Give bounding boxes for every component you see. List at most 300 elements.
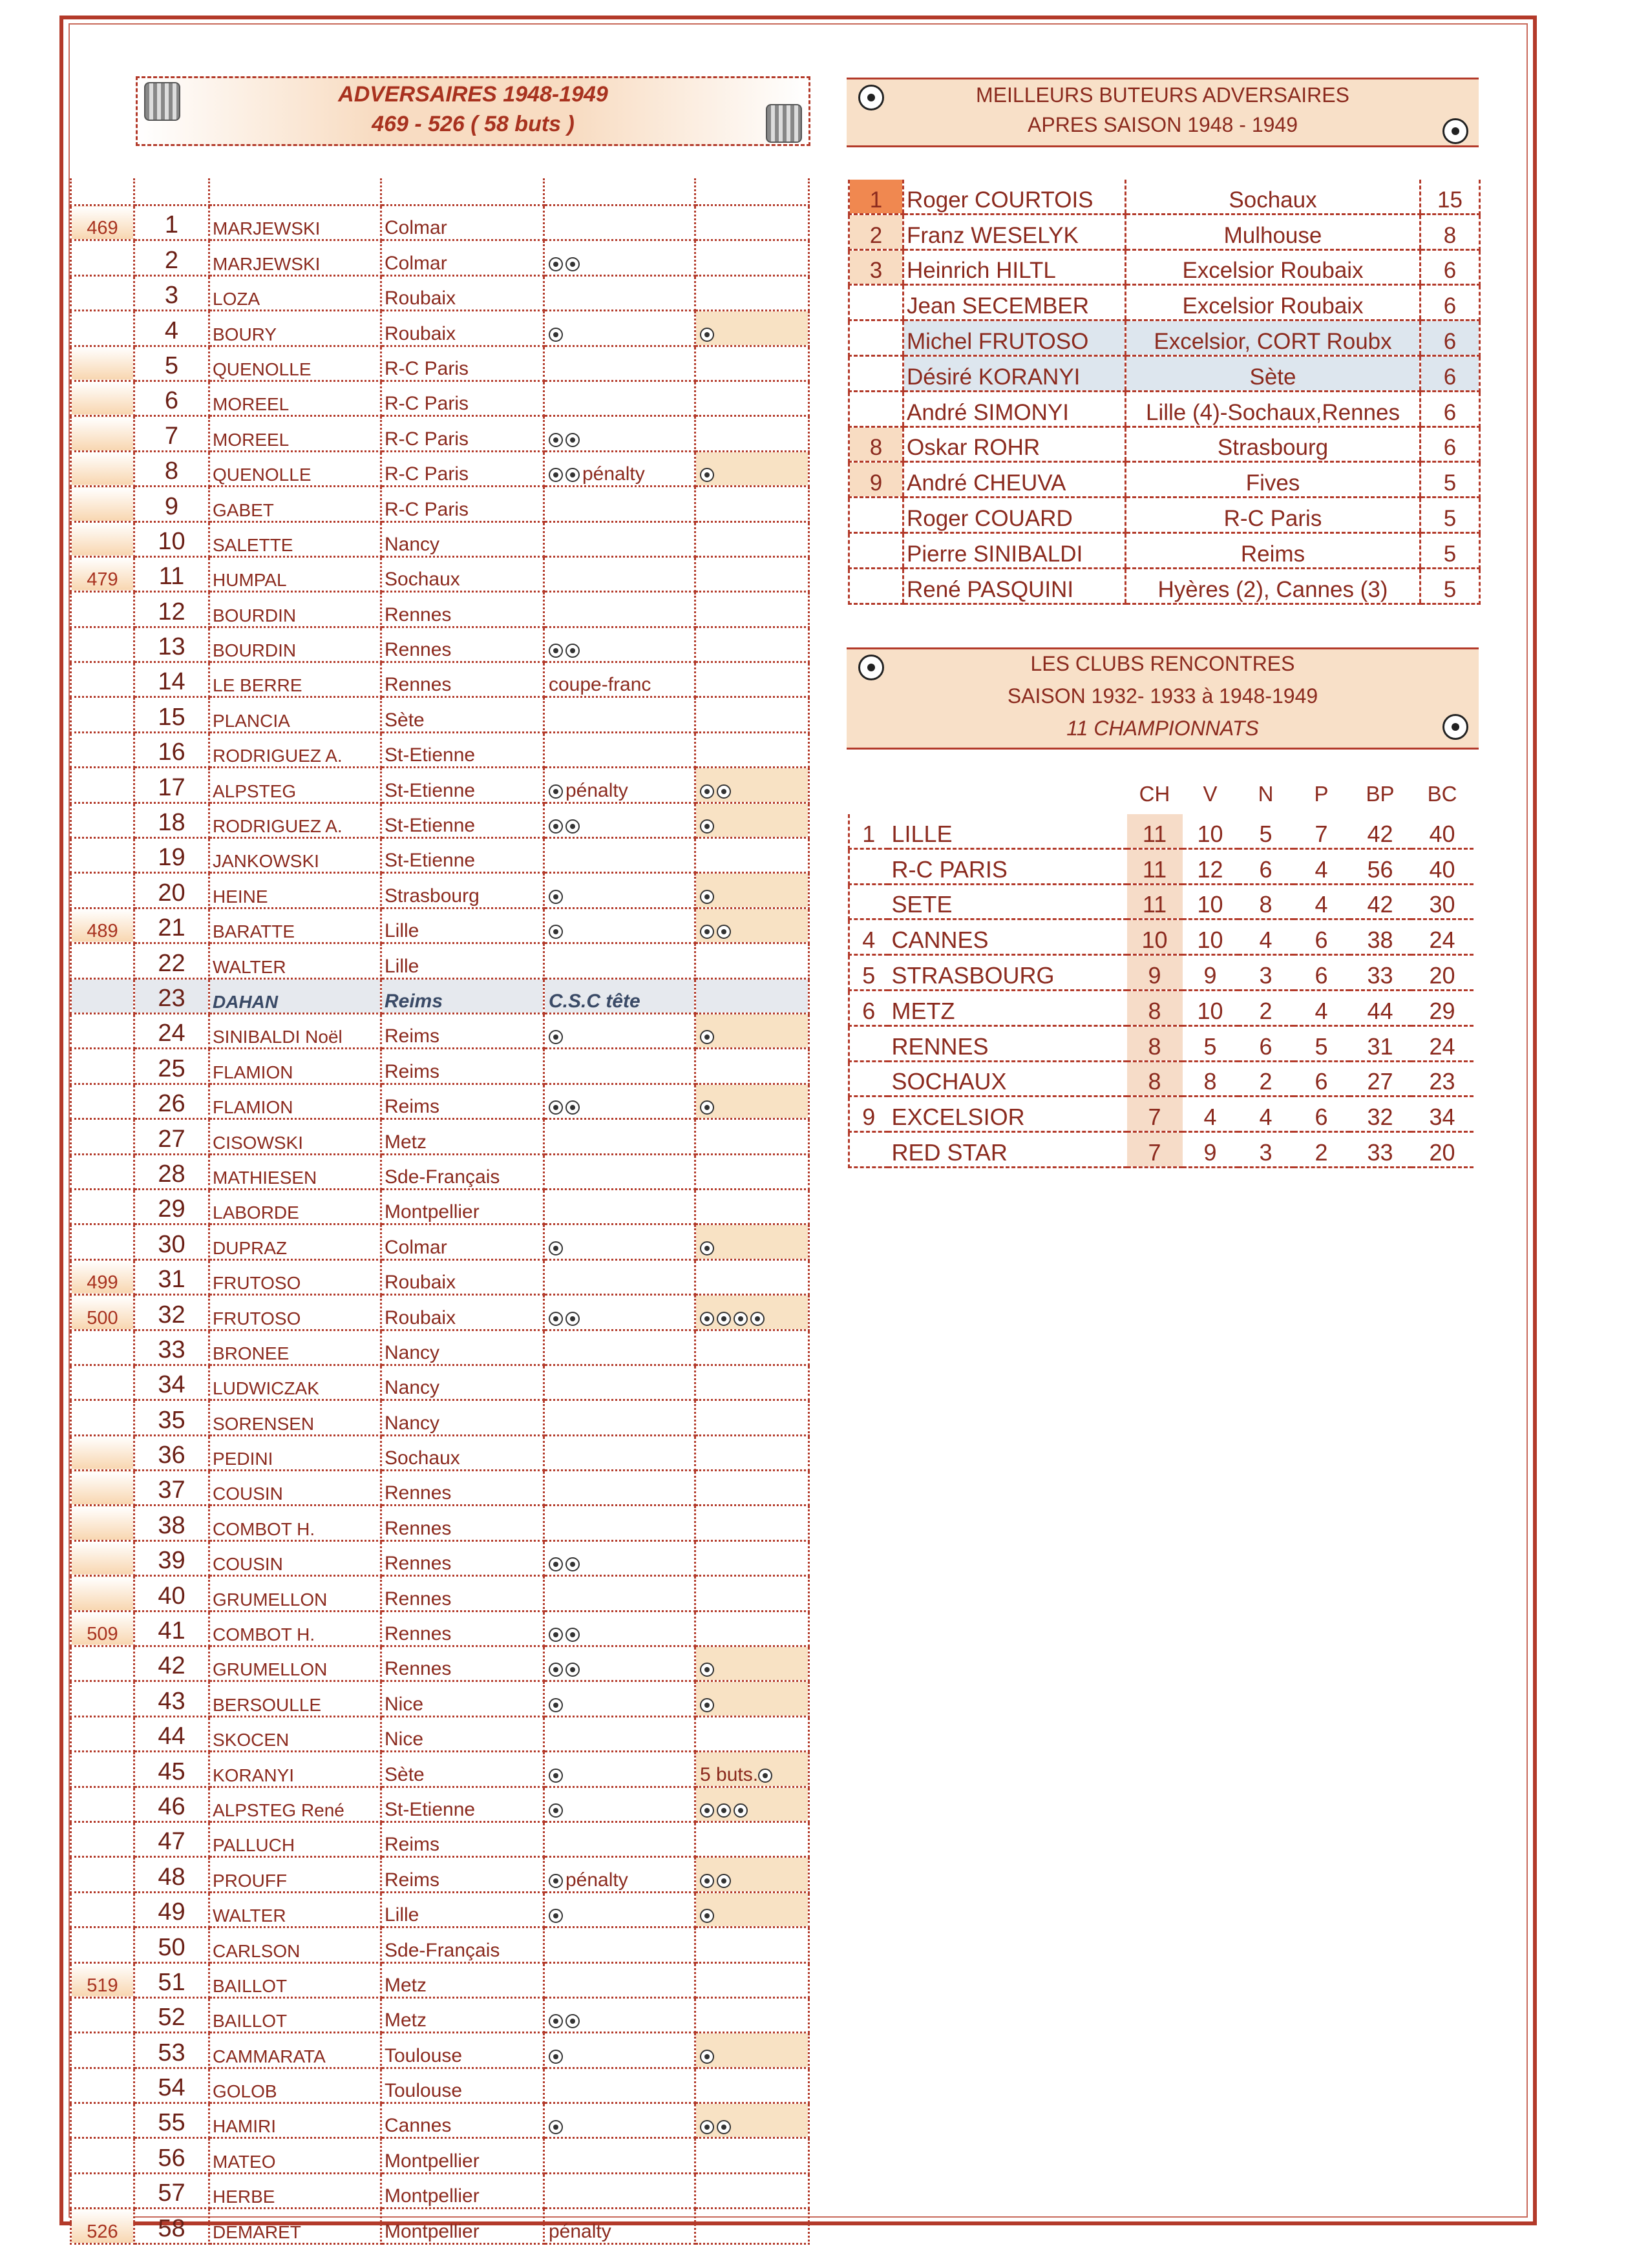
goal-detail xyxy=(544,275,695,310)
football-icon xyxy=(717,1874,731,1888)
table-row xyxy=(849,462,1480,498)
club-rank xyxy=(849,884,888,919)
season-goals xyxy=(695,1927,809,1962)
scorer-name: GABET xyxy=(209,487,381,521)
goal-detail xyxy=(544,1400,695,1435)
cumulative-goal xyxy=(71,1084,134,1118)
season-goals xyxy=(695,978,809,1013)
goal-number: 8 xyxy=(134,451,209,486)
football-icon xyxy=(717,784,731,799)
table-row xyxy=(71,1822,809,1856)
season-goals xyxy=(695,1365,809,1400)
season-goals xyxy=(695,1962,809,1997)
season-goals xyxy=(695,1997,809,2032)
cumulative-goal: 489 xyxy=(71,908,134,943)
football-icon xyxy=(717,925,731,939)
season-goals xyxy=(695,1119,809,1154)
goal-number: 55 xyxy=(134,2103,209,2138)
football-icon xyxy=(700,1030,714,1044)
scorer-name: ALPSTEG xyxy=(209,768,381,803)
goal-detail: C.S.C tête xyxy=(544,978,695,1013)
cumulative-goal xyxy=(71,1822,134,1856)
season-goals xyxy=(695,2103,809,2138)
scorer-name: HUMPAL xyxy=(209,556,381,591)
cumulative-goal xyxy=(71,2173,134,2208)
scorer-goals: 6 xyxy=(1421,426,1480,462)
football-icon xyxy=(700,1803,714,1818)
season-goals xyxy=(695,240,809,275)
scorer-club: Rennes xyxy=(381,1646,544,1681)
season-goals xyxy=(695,1471,809,1506)
scorer-name: HERBE xyxy=(209,2173,381,2208)
goal-number: 34 xyxy=(134,1365,209,1400)
scorer-name: GRUMELLON xyxy=(209,1576,381,1611)
season-goals xyxy=(695,1611,809,1646)
season-goals xyxy=(695,205,809,240)
club-v: 12 xyxy=(1183,848,1238,884)
scorer-goals: 5 xyxy=(1421,568,1480,604)
table-row xyxy=(71,2068,809,2103)
football-icon xyxy=(700,2050,714,2064)
scorer-club: Montpellier xyxy=(381,2209,544,2243)
scorers-title: MEILLEURS BUTEURS ADVERSAIRES xyxy=(976,83,1349,107)
scorer-name: FLAMION xyxy=(209,1084,381,1118)
scorer-name: SORENSEN xyxy=(209,1400,381,1435)
season-goals xyxy=(695,1716,809,1751)
table-row xyxy=(71,1224,809,1259)
goal-detail xyxy=(544,1787,695,1822)
scorer-club: R-C Paris xyxy=(381,381,544,415)
table-row xyxy=(71,943,809,978)
column-header: P xyxy=(1314,782,1329,806)
table-row xyxy=(71,416,809,451)
football-icon xyxy=(700,1909,714,1923)
football-icon xyxy=(700,328,714,342)
scorer-name: FRUTOSO xyxy=(209,1295,381,1330)
goal-detail xyxy=(544,1084,695,1118)
football-icon xyxy=(549,1628,563,1642)
goal-detail xyxy=(544,240,695,275)
cumulative-goal xyxy=(71,1857,134,1892)
scorer-rank xyxy=(849,391,903,426)
football-icon xyxy=(549,644,563,658)
cumulative-goal xyxy=(71,487,134,521)
cumulative-goal xyxy=(71,2068,134,2103)
football-icon xyxy=(549,1698,563,1712)
season-goals xyxy=(695,416,809,451)
club-p: 6 xyxy=(1294,1061,1349,1097)
goal-detail xyxy=(544,1471,695,1506)
season-goals xyxy=(695,451,809,486)
season-goals xyxy=(695,1295,809,1330)
scorer-name: BOURDIN xyxy=(209,592,381,627)
cumulative-goal: 509 xyxy=(71,1611,134,1646)
scorer-club: St-Etienne xyxy=(381,803,544,837)
table-row xyxy=(849,391,1480,426)
scorer-name: André CHEUVA xyxy=(903,462,1126,498)
goal-detail xyxy=(544,592,695,627)
season-goals xyxy=(695,1681,809,1716)
football-icon xyxy=(549,328,563,342)
season-goals xyxy=(695,1435,809,1470)
table-row xyxy=(849,919,1474,955)
scorer-club: Rennes xyxy=(381,1506,544,1540)
season-goals xyxy=(695,1189,809,1224)
adversaires-header xyxy=(136,76,810,146)
scorer-name: BARATTE xyxy=(209,908,381,943)
football-icon xyxy=(549,1030,563,1044)
cumulative-goal xyxy=(71,1400,134,1435)
table-row xyxy=(849,249,1480,285)
scorer-name: RODRIGUEZ A. xyxy=(209,803,381,837)
scorer-rank xyxy=(849,532,903,568)
scorer-club: Sochaux xyxy=(381,556,544,591)
club-p: 4 xyxy=(1294,848,1349,884)
season-goals xyxy=(695,1224,809,1259)
season-goals xyxy=(695,662,809,697)
top-rule xyxy=(944,16,1008,19)
scorer-name: SINIBALDI Noël xyxy=(209,1013,381,1048)
table-row xyxy=(71,205,809,240)
scorer-club: Strasbourg xyxy=(381,873,544,908)
scorer-rank xyxy=(849,568,903,604)
cumulative-goal xyxy=(71,1540,134,1575)
goal-number: 22 xyxy=(134,943,209,978)
club-p: 7 xyxy=(1294,814,1349,848)
table-row xyxy=(849,285,1480,320)
football-icon xyxy=(565,644,580,658)
scorer-name: LABORDE xyxy=(209,1189,381,1224)
scorer-name: André SIMONYI xyxy=(903,391,1126,426)
club-championships: 8 xyxy=(1127,1025,1183,1061)
club-p: 6 xyxy=(1294,955,1349,991)
goal-detail xyxy=(544,697,695,732)
club-championships: 11 xyxy=(1127,884,1183,919)
scorer-name: BAILLOT xyxy=(209,1997,381,2032)
scorer-name: MOREEL xyxy=(209,416,381,451)
season-goals xyxy=(695,592,809,627)
scorer-name: PLANCIA xyxy=(209,697,381,732)
table-row xyxy=(849,355,1480,391)
scorer-club: Metz xyxy=(381,1119,544,1154)
goal-detail xyxy=(544,803,695,837)
season-goals xyxy=(695,1400,809,1435)
scorer-club: Colmar xyxy=(381,205,544,240)
goal-number: 28 xyxy=(134,1154,209,1189)
scorer-name: Franz WESELYK xyxy=(903,214,1126,249)
football-icon xyxy=(549,890,563,904)
table-row xyxy=(71,1857,809,1892)
cumulative-goal xyxy=(71,451,134,486)
club-p: 2 xyxy=(1294,1132,1349,1168)
cumulative-goal xyxy=(71,1752,134,1787)
goal-number: 16 xyxy=(134,732,209,767)
table-row xyxy=(71,592,809,627)
column-header: BC xyxy=(1427,782,1457,806)
goal-detail xyxy=(544,1822,695,1856)
scorer-goals: 8 xyxy=(1421,214,1480,249)
goal-number: 57 xyxy=(134,2173,209,2208)
goal-detail xyxy=(544,1892,695,1927)
club-bp: 32 xyxy=(1349,1097,1411,1132)
season-goals xyxy=(695,556,809,591)
scorer-club: Excelsior Roubaix xyxy=(1126,249,1421,285)
club-bc: 40 xyxy=(1411,848,1474,884)
table-row xyxy=(71,1471,809,1506)
cumulative-goal xyxy=(71,1997,134,2032)
club-v: 10 xyxy=(1183,990,1238,1025)
football-icon xyxy=(750,1312,765,1326)
scorer-club: Toulouse xyxy=(381,2033,544,2068)
scorer-club: Reims xyxy=(381,1013,544,1048)
football-icon xyxy=(565,257,580,271)
cumulative-goal xyxy=(71,521,134,556)
goal-detail xyxy=(544,2033,695,2068)
season-goals xyxy=(695,768,809,803)
table-row xyxy=(71,732,809,767)
cumulative-goal xyxy=(71,1224,134,1259)
table-row xyxy=(71,1997,809,2032)
adversaires-subtitle: 469 - 526 ( 58 buts ) xyxy=(372,112,575,136)
scorer-name: LUDWICZAK xyxy=(209,1365,381,1400)
scorer-club: Roubaix xyxy=(381,1295,544,1330)
goal-number: 17 xyxy=(134,768,209,803)
scorer-club: Nancy xyxy=(381,1365,544,1400)
club-bp: 42 xyxy=(1349,884,1411,919)
cumulative-goal xyxy=(71,240,134,275)
scorer-club: Montpellier xyxy=(381,2138,544,2173)
goal-detail xyxy=(544,1365,695,1400)
goal-detail xyxy=(544,1049,695,1084)
table-row xyxy=(71,1400,809,1435)
scorer-club: Reims xyxy=(381,1857,544,1892)
table-row xyxy=(849,848,1474,884)
table-row xyxy=(71,1892,809,1927)
goal-number: 13 xyxy=(134,627,209,662)
goal-number: 19 xyxy=(134,838,209,873)
scorer-club: Rennes xyxy=(381,1611,544,1646)
club-bc: 20 xyxy=(1411,955,1474,991)
table-row xyxy=(71,1752,809,1787)
scorer-rank xyxy=(849,498,903,533)
cumulative-goal: 499 xyxy=(71,1259,134,1294)
scorer-goals: 6 xyxy=(1421,285,1480,320)
goal-number: 31 xyxy=(134,1259,209,1294)
cumulative-goal xyxy=(71,2138,134,2173)
season-goals xyxy=(695,873,809,908)
scorer-name: COMBOT H. xyxy=(209,1611,381,1646)
football-icon xyxy=(758,1769,772,1783)
scorer-name: HEINE xyxy=(209,873,381,908)
scorer-goals: 6 xyxy=(1421,320,1480,356)
cumulative-goal: 500 xyxy=(71,1295,134,1330)
season-goals xyxy=(695,908,809,943)
club-n: 4 xyxy=(1238,919,1294,955)
table-row xyxy=(71,1506,809,1540)
goal-detail xyxy=(544,381,695,415)
scorer-club: Hyères (2), Cannes (3) xyxy=(1126,568,1421,604)
scorer-name: BRONEE xyxy=(209,1330,381,1365)
football-icon xyxy=(549,925,563,939)
football-icon xyxy=(565,2014,580,2028)
scorer-club: Nice xyxy=(381,1716,544,1751)
scorer-name: COUSIN xyxy=(209,1540,381,1575)
club-name: RENNES xyxy=(888,1025,1127,1061)
scorer-name: Désiré KORANYI xyxy=(903,355,1126,391)
scorer-club: Nancy xyxy=(381,1330,544,1365)
table-row xyxy=(849,180,1480,214)
football-icon xyxy=(700,819,714,834)
goal-detail xyxy=(544,2173,695,2208)
scorer-club: St-Etienne xyxy=(381,768,544,803)
football-icon xyxy=(734,1312,748,1326)
table-row xyxy=(71,275,809,310)
club-bp: 27 xyxy=(1349,1061,1411,1097)
season-goals xyxy=(695,2138,809,2173)
scorer-name: Roger COUARD xyxy=(903,498,1126,533)
column-header: BP xyxy=(1366,782,1395,806)
scorer-club: Excelsior, CORT Roubx xyxy=(1126,320,1421,356)
goal-number: 27 xyxy=(134,1119,209,1154)
goal-detail xyxy=(544,2138,695,2173)
club-name: SOCHAUX xyxy=(888,1061,1127,1097)
goal-number: 49 xyxy=(134,1892,209,1927)
scorer-club: Rennes xyxy=(381,627,544,662)
cumulative-goal xyxy=(71,1681,134,1716)
club-bc: 34 xyxy=(1411,1097,1474,1132)
football-icon xyxy=(549,1557,563,1571)
cumulative-goal xyxy=(71,873,134,908)
scorer-name: MARJEWSKI xyxy=(209,205,381,240)
cumulative-goal xyxy=(71,381,134,415)
cumulative-goal xyxy=(71,2033,134,2068)
goal-detail xyxy=(544,1259,695,1294)
scorer-club: Sochaux xyxy=(381,1435,544,1470)
table-row xyxy=(71,1435,809,1470)
goal-number: 26 xyxy=(134,1084,209,1118)
club-championships: 8 xyxy=(1127,990,1183,1025)
club-name: R-C PARIS xyxy=(888,848,1127,884)
scorer-club: Reims xyxy=(1126,532,1421,568)
goal-number: 1 xyxy=(134,205,209,240)
goal-detail xyxy=(544,521,695,556)
club-p: 5 xyxy=(1294,1025,1349,1061)
goal-number: 29 xyxy=(134,1189,209,1224)
table-row xyxy=(71,978,809,1013)
table-row xyxy=(71,803,809,837)
scorer-name: QUENOLLE xyxy=(209,346,381,381)
scorer-club: Metz xyxy=(381,1997,544,2032)
cumulative-goal xyxy=(71,943,134,978)
scorer-club: Excelsior Roubaix xyxy=(1126,285,1421,320)
goal-detail xyxy=(544,732,695,767)
goal-number: 9 xyxy=(134,487,209,521)
scorer-club: Lille (4)-Sochaux,Rennes xyxy=(1126,391,1421,426)
season-goals xyxy=(695,1576,809,1611)
table-row xyxy=(849,955,1474,991)
club-n: 8 xyxy=(1238,884,1294,919)
goal-detail xyxy=(544,1189,695,1224)
goal-number: 43 xyxy=(134,1681,209,1716)
scorer-club: Mulhouse xyxy=(1126,214,1421,249)
scorer-club: Strasbourg xyxy=(1126,426,1421,462)
scorer-club: Sète xyxy=(381,697,544,732)
football-icon xyxy=(700,1312,714,1326)
scorer-club: Rennes xyxy=(381,662,544,697)
goal-detail xyxy=(544,908,695,943)
goal-number: 41 xyxy=(134,1611,209,1646)
football-icon xyxy=(700,2120,714,2134)
goal-number: 48 xyxy=(134,1857,209,1892)
goal-number: 18 xyxy=(134,803,209,837)
cumulative-goal: 479 xyxy=(71,556,134,591)
season-goals xyxy=(695,275,809,310)
goal-detail xyxy=(544,346,695,381)
scorer-name: CARLSON xyxy=(209,1927,381,1962)
club-v: 10 xyxy=(1183,884,1238,919)
club-bc: 40 xyxy=(1411,814,1474,848)
scorer-rank: 8 xyxy=(849,426,903,462)
season-goals xyxy=(695,1049,809,1084)
goal-detail xyxy=(544,1997,695,2032)
club-championships: 11 xyxy=(1127,814,1183,848)
season-goals xyxy=(695,943,809,978)
scorer-rank: 9 xyxy=(849,462,903,498)
clubs-header xyxy=(847,647,1479,750)
cumulative-goal xyxy=(71,1049,134,1084)
scorer-goals: 5 xyxy=(1421,462,1480,498)
table-row xyxy=(71,1049,809,1084)
football-icon xyxy=(549,1312,563,1326)
cumulative-goal xyxy=(71,1646,134,1681)
scorer-club: Rennes xyxy=(381,1576,544,1611)
scorers-table xyxy=(848,180,1481,605)
season-goals xyxy=(695,1330,809,1365)
club-v: 10 xyxy=(1183,919,1238,955)
table-row xyxy=(849,1025,1474,1061)
club-v: 4 xyxy=(1183,1097,1238,1132)
scorer-club: Roubaix xyxy=(381,311,544,346)
goal-number: 24 xyxy=(134,1013,209,1048)
scorer-club: Lille xyxy=(381,908,544,943)
goal-number: 44 xyxy=(134,1716,209,1751)
scorer-goals: 6 xyxy=(1421,249,1480,285)
table-row xyxy=(71,1611,809,1646)
cumulative-goal xyxy=(71,978,134,1013)
scorer-goals: 5 xyxy=(1421,498,1480,533)
goal-number: 6 xyxy=(134,381,209,415)
header-cell xyxy=(209,178,381,205)
goal-detail xyxy=(544,1154,695,1189)
football-icon xyxy=(734,1803,748,1818)
football-icon xyxy=(565,1312,580,1326)
goal-number: 11 xyxy=(134,556,209,591)
scorer-name: RODRIGUEZ A. xyxy=(209,732,381,767)
scorer-goals: 6 xyxy=(1421,391,1480,426)
adversaires-table xyxy=(70,178,810,2245)
table-row xyxy=(71,1962,809,1997)
club-rank: 6 xyxy=(849,990,888,1025)
table-row xyxy=(71,1330,809,1365)
scorer-club: Rennes xyxy=(381,592,544,627)
scorer-club: R-C Paris xyxy=(381,416,544,451)
goal-detail xyxy=(544,1119,695,1154)
cumulative-goal xyxy=(71,732,134,767)
season-goals xyxy=(695,1013,809,1048)
table-row xyxy=(71,838,809,873)
goal-detail xyxy=(544,1752,695,1787)
club-name: CANNES xyxy=(888,919,1127,955)
